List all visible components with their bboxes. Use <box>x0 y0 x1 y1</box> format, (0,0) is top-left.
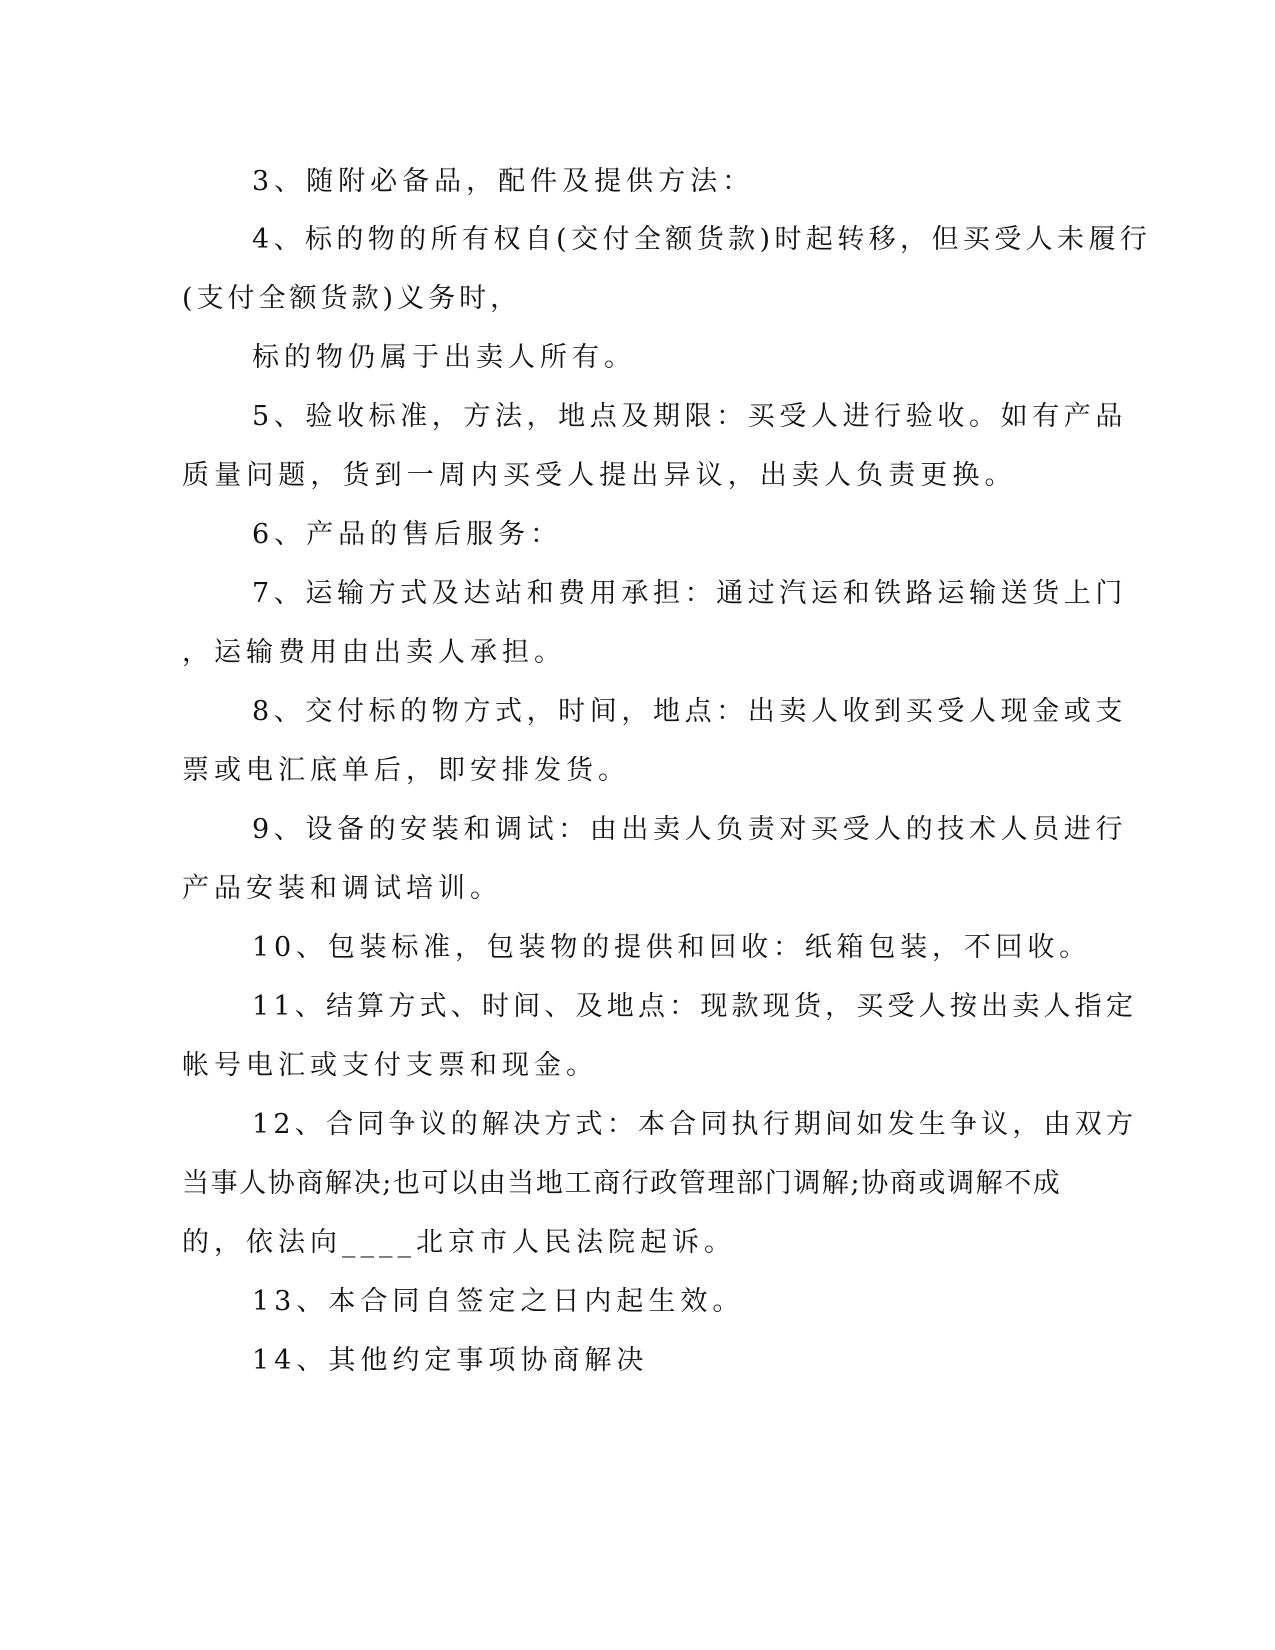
clause-5-line-1: 5、验收标准，方法，地点及期限：买受人进行验收。如有产品 <box>252 401 1127 432</box>
clause-11-line-2: 帐号电汇或支付支票和现金。 <box>182 1050 598 1081</box>
clause-13: 13、本合同自签定之日内起生效。 <box>252 1286 745 1317</box>
clause-7-line-2: ，运输费用由出卖人承担。 <box>182 637 566 668</box>
clause-12-line-1: 12、合同争议的解决方式：本合同执行期间如发生争议，由双方 <box>252 1109 1138 1140</box>
clause-9-line-2: 产品安装和调试培训。 <box>182 873 502 904</box>
clause-5-line-2: 质量问题，货到一周内买受人提出异议，出卖人负责更换。 <box>182 460 1017 491</box>
clause-8-line-2: 票或电汇底单后，即安排发货。 <box>182 755 630 786</box>
clause-11-line-1: 11、结算方式、时间、及地点：现款现货，买受人按出卖人指定 <box>252 991 1138 1022</box>
clause-6: 6、产品的售后服务： <box>252 519 563 550</box>
clause-7-line-1: 7、运输方式及达站和费用承担：通过汽运和铁路运输送货上门 <box>252 578 1127 609</box>
clause-4-line-1: 4、标的物的所有权自(交付全额货款)时起转移，但买受人未履行 <box>252 224 1152 255</box>
clause-12-line-3: 的，依法向____北京市人民法院起诉。 <box>182 1227 736 1258</box>
clause-3: 3、随附必备品，配件及提供方法： <box>252 166 755 197</box>
clause-12-line-2: 当事人协商解决;也可以由当地工商行政管理部门调解;协商或调解不成 <box>182 1168 1062 1199</box>
clause-4-line-3: 标的物仍属于出卖人所有。 <box>252 342 636 373</box>
clause-8-line-1: 8、交付标的物方式，时间，地点：出卖人收到买受人现金或支 <box>252 696 1127 727</box>
clause-9-line-1: 9、设备的安装和调试：由出卖人负责对买受人的技术人员进行 <box>252 814 1127 845</box>
clause-4-line-2: (支付全额货款)义务时， <box>182 283 522 314</box>
clause-10: 10、包装标准，包装物的提供和回收：纸箱包装，不回收。 <box>252 932 1091 963</box>
clause-14: 14、其他约定事项协商解决 <box>252 1345 649 1376</box>
